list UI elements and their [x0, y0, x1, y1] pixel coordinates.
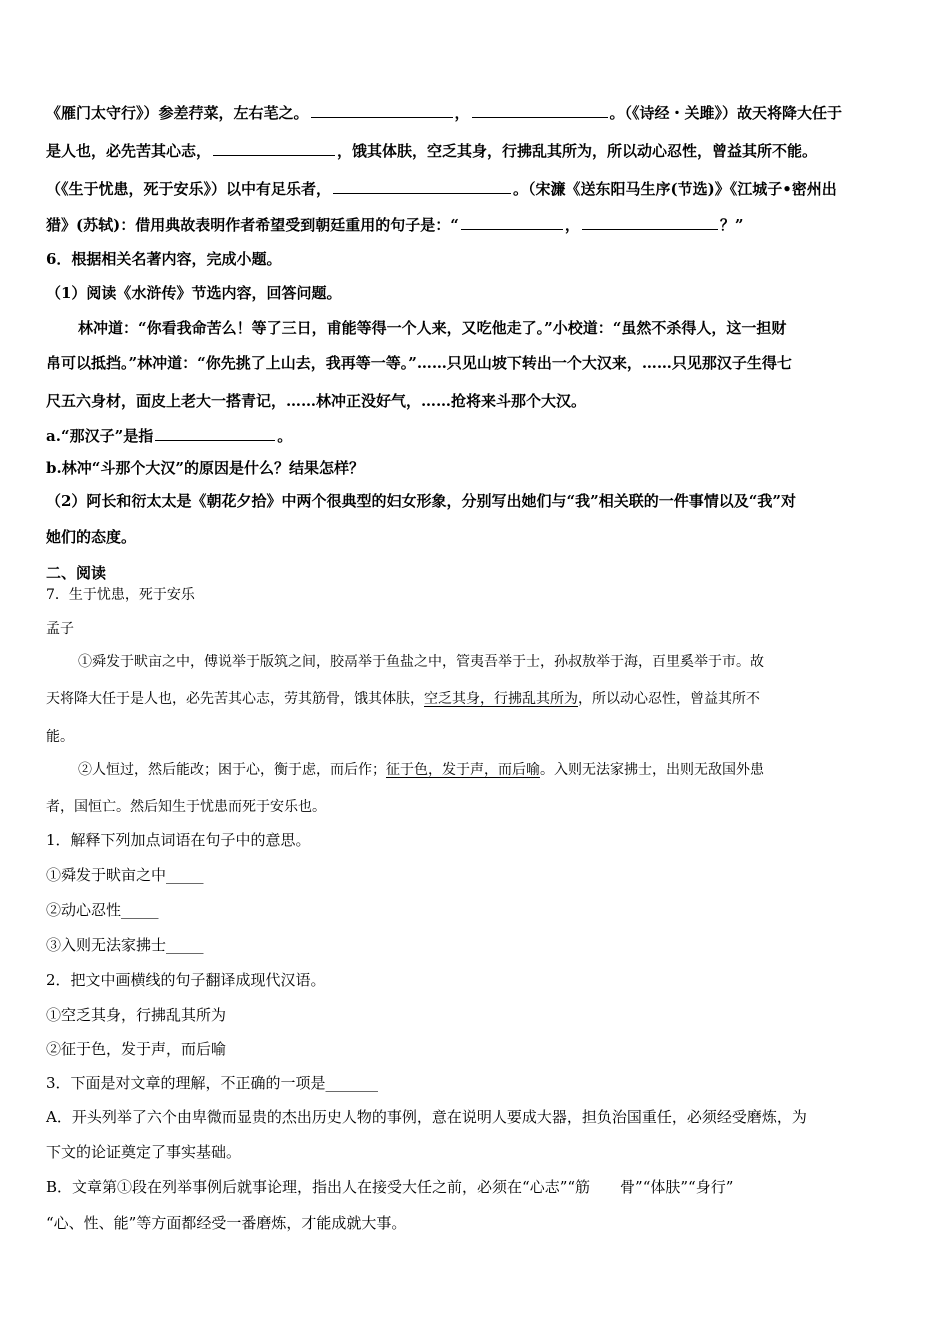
q6-part1-heading: （1）阅读《水浒传》节选内容，回答问题。	[46, 284, 342, 302]
q7-para1-line-1: ①舜发于畎亩之中，傅说举于版筑之间，胶鬲举于鱼盐之中，管夷吾举于士，孙叔敖举于海，百里奚举于市。故	[78, 654, 764, 670]
q6-question-a: a.“那汉子”是指 。	[46, 424, 906, 447]
section-heading: 二、阅读	[46, 564, 107, 582]
q7-para2-line-2: 者，国恒亡。然后知生于忧患而死于安乐也。	[46, 799, 326, 815]
q7-subquestion-3: 3．下面是对文章的理解，不正确的一项是_______	[46, 1074, 379, 1092]
option-b-line-1: B．文章第①段在列举事例后就事论理，指出人在接受大任之前，必须在“心志”“筋 骨”“体肤”“身行”	[46, 1178, 734, 1196]
q7-subquestion-1c: ③入则无法家拂士_____	[46, 936, 204, 954]
q7-subquestion-2b: ②征于色，发于声，而后喻	[46, 1040, 227, 1058]
answer-blank[interactable]	[155, 424, 275, 441]
q7-subquestion-1b: ②动心忍性_____	[46, 901, 159, 919]
q6-excerpt-line-2: 帛可以抵挡。”林冲道：“你先挑了上山去，我再等一等。”……只见山坡下转出一个大汉来，……只见那汉子生得七	[46, 354, 792, 372]
answer-blank[interactable]	[311, 101, 453, 118]
q7-para1-line-3: 能。	[46, 729, 74, 745]
q7-subquestion-2a: ①空乏其身，行拂乱其所为	[46, 1006, 227, 1024]
q7-subquestion-1a: ①舜发于畎亩之中_____	[46, 866, 204, 884]
q6-part2-line-1: （2）阿长和衍太太是《朝花夕拾》中两个很典型的妇女形象，分别写出她们与“我”相关联的一件事情以及“我”对	[46, 492, 796, 510]
q6-excerpt-line-1: 林冲道：“你看我命苦么！等了三日，甫能等得一个人来，又吃他走了。”小校道：“虽然不杀得人，这一担财	[78, 319, 787, 337]
q7-para2-line-1: ②人恒过，然后能改；困于心，衡于虑，而后作；征于色，发于声，而后喻。入则无法家拂士，出则无敌国外患	[78, 762, 764, 778]
option-b-line-2: “心、性、能”等方面都经受一番磨炼，才能成就大事。	[46, 1214, 407, 1232]
q5-line-4: 猎》(苏轼)：借用典故表明作者希望受到朝廷重用的句子是：“ ， ？”	[46, 213, 906, 236]
underlined-sentence: 征于色，发于声，而后喻	[386, 762, 540, 778]
q6-question-b: b.林冲“斗那个大汉”的原因是什么？结果怎样？	[46, 459, 364, 477]
option-a-line-2: 下文的论证奠定了事实基础。	[46, 1143, 242, 1161]
answer-blank[interactable]	[333, 177, 511, 194]
q6-title: 6．根据相关名著内容，完成小题。	[46, 250, 282, 268]
q6-part2-line-2: 她们的态度。	[46, 528, 137, 546]
answer-blank[interactable]	[213, 139, 335, 156]
answer-blank[interactable]	[472, 101, 608, 118]
q7-title: 7．生于忧患，死于安乐	[46, 587, 195, 603]
q7-para1-line-2: 天将降大任于是人也，必先苦其心志，劳其筋骨，饿其体肤，空乏其身，行拂乱其所为，所以动心忍性，曾益其所不	[46, 691, 760, 707]
q5-line-3: （《生于忧患，死于安乐》）以中有足乐者， 。（宋濂《送东阳马生序(节选)》《江城子•密州出	[46, 177, 906, 200]
q7-author: 孟子	[46, 621, 74, 637]
underlined-sentence: 空乏其身，行拂乱其所为	[424, 691, 578, 707]
answer-blank[interactable]	[461, 213, 563, 230]
q7-subquestion-2: 2．把文中画横线的句子翻译成现代汉语。	[46, 971, 326, 989]
q7-subquestion-1: 1．解释下列加点词语在句子中的意思。	[46, 831, 311, 849]
option-a-line-1: A．开头列举了六个由卑微而显贵的杰出历史人物的事例，意在说明人要成大器，担负治国重任，必须经受磨炼，为	[46, 1108, 807, 1126]
q6-excerpt-line-3: 尺五六身材，面皮上老大一搭青记，……林冲正没好气，……抢将来斗那个大汉。	[46, 392, 587, 410]
q5-line-2: 是人也，必先苦其心志， ，饿其体肤，空乏其身，行拂乱其所为，所以动心忍性，曾益其所不能。	[46, 139, 906, 162]
q5-line-1: 《雁门太守行》）参差荇菜，左右芼之。 ， 。（《诗经・关雎》）故天将降大任于	[46, 101, 906, 124]
answer-blank[interactable]	[582, 213, 718, 230]
